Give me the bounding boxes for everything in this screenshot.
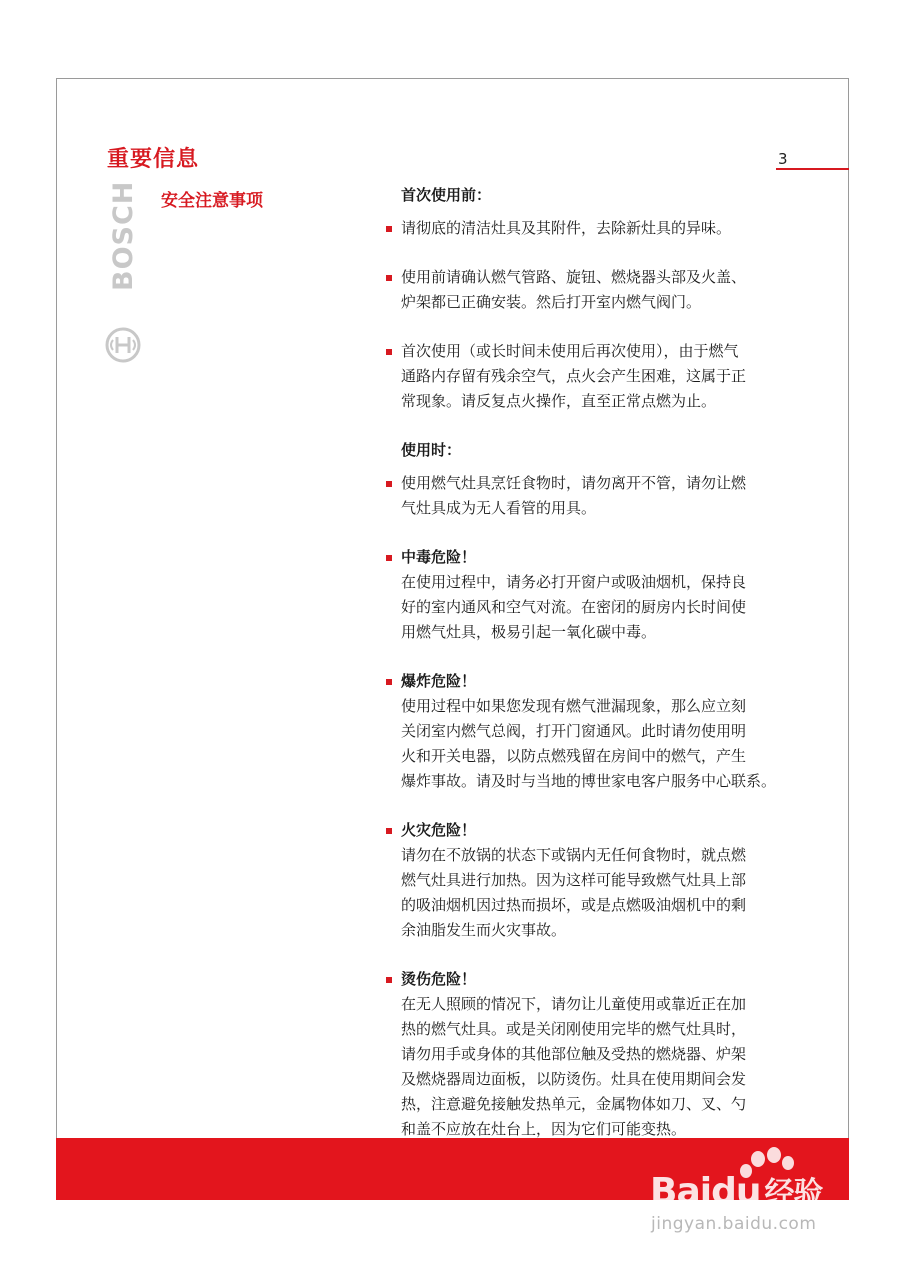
- page-number-rule: [776, 168, 849, 170]
- bosch-armature-icon: [105, 327, 141, 363]
- bullet-square-icon: [386, 977, 392, 983]
- bullet-square-icon: [386, 679, 392, 685]
- warning-title: 火灾危险！: [401, 821, 477, 839]
- section-heading: 首次使用前：: [401, 186, 492, 204]
- section-subtitle: 安全注意事项: [161, 191, 263, 211]
- item-text: 使用前请确认燃气管路、旋钮、燃烧器头部及火盖、 炉架都已正确安装。然后打开室内燃气阀门。: [401, 268, 747, 311]
- bullet-square-icon: [386, 828, 392, 834]
- item-text: 请彻底的清洁灶具及其附件，去除新灶具的异味。: [401, 219, 732, 237]
- watermark-brand-suffix: du: [711, 1171, 761, 1212]
- warning-title: 烫伤危险！: [401, 970, 477, 988]
- page-title: 重要信息: [107, 147, 200, 172]
- item-text: 在无人照顾的情况下，请勿让儿童使用或靠近正在加 热的燃气灶具。或是关闭刚使用完毕的燃气灶具时， 请勿用手或身体的其他部位触及受热的燃烧器、炉架 及燃烧器周边面板，以防烫伤。灶具在使用期间会发 热，注意避免接触发热单元，金属物体如刀、叉、勺 和盖不应放在灶台上，因为它们可能变热。: [401, 995, 747, 1138]
- watermark-brand: Bai: [650, 1171, 712, 1212]
- brand-wordmark: BOSCH: [108, 180, 139, 291]
- page-number: 3: [778, 150, 788, 168]
- item-text: 使用燃气灶具烹饪食物时，请勿离开不管，请勿让燃 气灶具成为无人看管的用具。: [401, 474, 747, 517]
- warning-title: 中毒危险！: [401, 548, 477, 566]
- list-item: [385, 471, 805, 521]
- warning-poisoning: [385, 545, 805, 645]
- warning-burn: [385, 967, 805, 1142]
- item-text: 首次使用（或长时间未使用后再次使用），由于燃气 通路内存留有残余空气，点火会产生困难，这属于正 常现象。请反复点火操作，直至正常点燃为止。: [401, 342, 747, 410]
- bullet-square-icon: [386, 275, 392, 281]
- watermark-product: 经验: [764, 1176, 823, 1211]
- bullet-square-icon: [386, 349, 392, 355]
- watermark-logo: [650, 1168, 822, 1212]
- bullet-square-icon: [386, 481, 392, 487]
- section-before-first-use: [385, 183, 805, 414]
- list-item: [385, 216, 805, 241]
- safety-content: [385, 183, 805, 1142]
- section-during-use: [385, 438, 805, 1142]
- warning-fire: [385, 818, 805, 943]
- bullet-square-icon: [386, 555, 392, 561]
- item-text: 请勿在不放锅的状态下或锅内无任何食物时，就点燃 燃气灶具进行加热。因为这样可能导致燃气灶具上部 的吸油烟机因过热而损坏，或是点燃吸油烟机中的剩 余油脂发生而火灾事故。: [401, 846, 747, 939]
- warning-explosion: [385, 669, 805, 794]
- section-heading: 使用时：: [401, 441, 462, 459]
- list-item: [385, 265, 805, 315]
- bullet-square-icon: [386, 226, 392, 232]
- watermark-url: jingyan.baidu.com: [651, 1214, 817, 1234]
- list-item: [385, 339, 805, 414]
- warning-title: 爆炸危险！: [401, 672, 477, 690]
- item-text: 在使用过程中，请务必打开窗户或吸油烟机，保持良 好的室内通风和空气对流。在密闭的厨房内长时间使 用燃气灶具，极易引起一氧化碳中毒。: [401, 573, 747, 641]
- item-text: 使用过程中如果您发现有燃气泄漏现象，那么应立刻 关闭室内燃气总阀，打开门窗通风。此时请勿使用明 火和开关电器，以防点燃残留在房间中的燃气，产生 爆炸事故。请及时与当地的博世家电客户服务中心联系。: [401, 697, 777, 790]
